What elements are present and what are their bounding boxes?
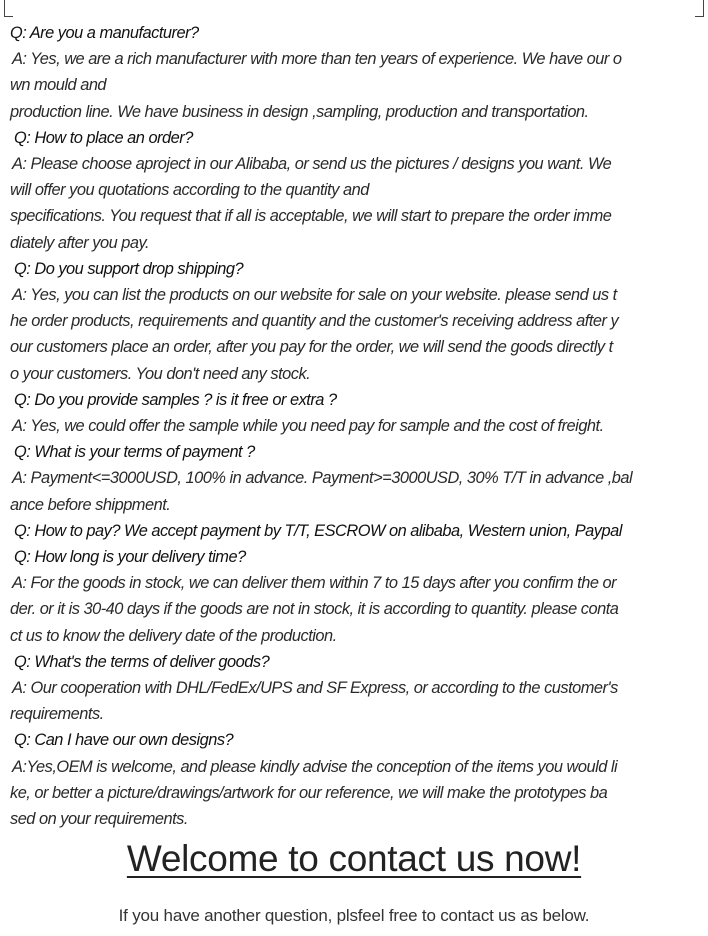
faq-answer-line: A: Please choose aproject in our Alibaba, or send us the pictures / designs you want. We	[12, 155, 612, 173]
faq-answer-line: will offer you quotations according to the quantity and	[10, 181, 369, 200]
faq-question-line: Q: Do you support drop shipping?	[14, 259, 244, 278]
faq-answer-line: diately after you pay.	[10, 233, 150, 252]
welcome-heading-text: Welcome to contact us now!	[126, 838, 582, 879]
faq-answer-line: A: Yes, we could offer the sample while you need pay for sample and the cost of freight.	[12, 417, 604, 435]
faq-question-line: Q: How to pay? We accept payment by T/T, ESCROW on alibaba, Western union, Paypal	[14, 521, 622, 540]
faq-answer-line: sed on your requirements.	[10, 810, 188, 828]
faq-answer-line: wn mould and	[10, 76, 107, 95]
faq-question-line: Q: What is your terms of payment ?	[14, 443, 255, 462]
faq-answer-line: he order products, requirements and quantity and the customer's receiving address after y	[10, 312, 619, 331]
welcome-heading	[0, 836, 708, 882]
faq-answer-line: A: Our cooperation with DHL/FedEx/UPS and SF Express, or according to the customer's	[12, 679, 618, 697]
faq-answer-line: o your customers. You don't need any stock.	[10, 364, 311, 383]
faq-question-line: Q: What's the terms of deliver goods?	[14, 652, 270, 671]
faq-answer-line: our customers place an order, after you pay for the order, we will send the goods directly t	[10, 338, 613, 357]
faq-question-line: Q: Are you a manufacturer?	[10, 24, 199, 42]
faq-answer-line: specifications. You request that if all is acceptable, we will start to prepare the order imme	[10, 207, 612, 226]
faq-answer-line: A: For the goods in stock, we can deliver them within 7 to 15 days after you confirm the or	[12, 574, 617, 593]
faq-question-line: Q: Can I have our own designs?	[14, 731, 234, 750]
faq-answer-line: production line. We have business in design ,sampling, production and transportation.	[10, 102, 589, 121]
faq-question-line: Q: How long is your delivery time?	[14, 548, 246, 566]
crop-mark-left	[4, 0, 13, 17]
faq-answer-line: A: Payment<=3000USD, 100% in advance. Payment>=3000USD, 30% T/T in advance ,bal	[12, 469, 633, 488]
faq-answer-line: A: Yes, you can list the products on our website for sale on your website. please send us t	[12, 286, 617, 304]
faq-answer-line: requirements.	[10, 705, 104, 724]
faq-answer-line: A:Yes,OEM is welcome, and please kindly advise the conception of the items you would li	[12, 757, 618, 776]
faq-answer-line: ke, or better a picture/drawings/artwork for our reference, we will make the prototypes ba	[10, 783, 608, 802]
faq-answer-line: A: Yes, we are a rich manufacturer with more than ten years of experience. We have our o	[12, 50, 622, 69]
contact-note: If you have another question, plsfeel free to contact us as below.	[118, 906, 590, 925]
faq-question-line: Q: How to place an order?	[14, 128, 193, 147]
faq-answer-line: ance before shippment.	[10, 495, 171, 514]
faq-answer-line: ct us to know the delivery date of the production.	[10, 626, 337, 645]
crop-mark-right	[695, 0, 704, 17]
faq-answer-line: der. or it is 30-40 days if the goods are not in stock, it is according to quantity. please conta	[10, 600, 619, 619]
faq-question-line: Q: Do you provide samples ? is it free or extra ?	[14, 390, 337, 409]
